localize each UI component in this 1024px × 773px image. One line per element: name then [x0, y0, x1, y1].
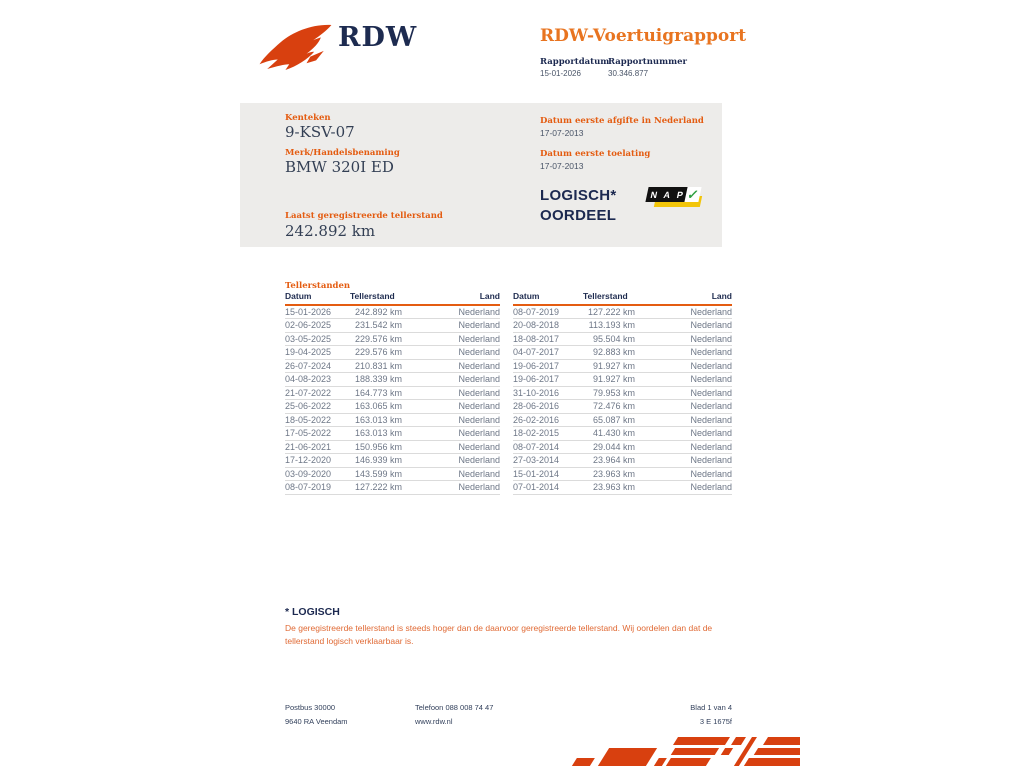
table-row — [513, 481, 732, 495]
cell-tellerstand: 164.773 km — [350, 386, 402, 400]
cell-land: Nederland — [635, 373, 732, 387]
tellerstanden-section-title: Tellerstanden — [285, 281, 351, 291]
merk-label: Merk/Handelsbenaming — [285, 148, 400, 158]
cell-tellerstand: 23.963 km — [583, 481, 635, 495]
table-row — [513, 359, 732, 373]
cell-land: Nederland — [635, 481, 732, 495]
kenteken-value: 9-KSV-07 — [285, 123, 355, 141]
cell-tellerstand: 163.013 km — [350, 413, 402, 427]
rapportdatum-label: Rapportdatum — [540, 57, 610, 67]
tellerstand-label: Laatst geregistreerde tellerstand — [285, 211, 443, 221]
cell-datum: 03-09-2020 — [285, 467, 350, 481]
cell-land: Nederland — [402, 346, 500, 360]
toelating-value: 17-07-2013 — [540, 161, 584, 171]
table-row — [285, 305, 500, 319]
cell-tellerstand: 150.956 km — [350, 440, 402, 454]
cell-tellerstand: 127.222 km — [583, 305, 635, 319]
footer-address-line2: 9640 RA Veendam — [285, 717, 348, 726]
cell-land: Nederland — [635, 427, 732, 441]
table-row — [285, 400, 500, 414]
cell-datum: 08-07-2014 — [513, 440, 583, 454]
header-tellerstand: Tellerstand — [583, 291, 635, 305]
nap-check-icon: ✓ — [686, 186, 701, 202]
cell-datum: 18-05-2022 — [285, 413, 350, 427]
cell-tellerstand: 210.831 km — [350, 359, 402, 373]
cell-datum: 18-02-2015 — [513, 427, 583, 441]
cell-datum: 26-07-2024 — [285, 359, 350, 373]
footer-doc-code: 3 E 1675f — [699, 717, 732, 726]
cell-land: Nederland — [402, 305, 500, 319]
rapportdatum-value: 15-01-2026 — [540, 69, 581, 78]
cell-land: Nederland — [402, 454, 500, 468]
table-row — [513, 305, 732, 319]
table-row — [513, 373, 732, 387]
cell-tellerstand: 91.927 km — [583, 359, 635, 373]
kenteken-label: Kenteken — [285, 113, 331, 123]
table-row — [285, 359, 500, 373]
footer-address-line1: Postbus 30000 — [285, 703, 336, 712]
rapportnummer-value: 30.346.877 — [608, 69, 649, 78]
cell-land: Nederland — [635, 440, 732, 454]
header-land: Land — [402, 291, 500, 305]
toelating-label: Datum eerste toelating — [540, 149, 651, 159]
table-row — [285, 332, 500, 346]
nap-letter-a: A — [658, 187, 675, 202]
right-table — [513, 291, 732, 495]
cell-datum: 21-07-2022 — [285, 386, 350, 400]
cell-land: Nederland — [402, 481, 500, 495]
cell-datum: 27-03-2014 — [513, 454, 583, 468]
table-row — [513, 440, 732, 454]
cell-tellerstand: 188.339 km — [350, 373, 402, 387]
cell-land: Nederland — [635, 413, 732, 427]
tellerstand-value: 242.892 km — [285, 222, 376, 240]
cell-datum: 02-06-2025 — [285, 319, 350, 333]
header-datum: Datum — [285, 291, 350, 305]
cell-datum: 19-06-2017 — [513, 373, 583, 387]
footer-page — [612, 701, 732, 729]
nap-logo — [646, 186, 702, 208]
footnote-text: De geregistreerde tellerstand is steeds hoger dan de daarvoor geregistreerde tellerstand. Wij oordelen dan dat de tellerstand logisch verklaarbaar is. — [285, 623, 713, 646]
cell-datum: 03-05-2025 — [285, 332, 350, 346]
cell-tellerstand: 127.222 km — [350, 481, 402, 495]
cell-land: Nederland — [635, 332, 732, 346]
cell-datum: 15-01-2014 — [513, 467, 583, 481]
cell-tellerstand: 95.504 km — [583, 332, 635, 346]
footer-address — [285, 701, 348, 729]
cell-land: Nederland — [402, 319, 500, 333]
cell-land: Nederland — [402, 400, 500, 414]
cell-tellerstand: 92.883 km — [583, 346, 635, 360]
cell-datum: 08-07-2019 — [513, 305, 583, 319]
table-row — [285, 427, 500, 441]
footer-website: www.rdw.nl — [415, 717, 453, 726]
cell-datum: 18-08-2017 — [513, 332, 583, 346]
footer-contact — [415, 701, 493, 729]
table-row — [285, 346, 500, 360]
cell-datum: 15-01-2026 — [285, 305, 350, 319]
cell-datum: 07-01-2014 — [513, 481, 583, 495]
rdw-wing-logo — [256, 24, 334, 70]
cell-tellerstand: 229.576 km — [350, 332, 402, 346]
cell-land: Nederland — [402, 386, 500, 400]
header-datum: Datum — [513, 291, 583, 305]
cell-land: Nederland — [635, 346, 732, 360]
brand-wordmark: RDW — [338, 22, 418, 53]
cell-land: Nederland — [635, 454, 732, 468]
cell-land: Nederland — [635, 386, 732, 400]
footer-phone: Telefoon 088 008 74 47 — [415, 703, 494, 712]
cell-tellerstand: 23.964 km — [583, 454, 635, 468]
cell-datum: 26-02-2016 — [513, 413, 583, 427]
table-header-row — [285, 291, 500, 305]
table-row — [513, 427, 732, 441]
cell-datum: 04-07-2017 — [513, 346, 583, 360]
decorative-speed-graphic — [560, 737, 800, 768]
cell-datum: 21-06-2021 — [285, 440, 350, 454]
cell-tellerstand: 229.576 km — [350, 346, 402, 360]
table-row — [513, 454, 732, 468]
cell-tellerstand: 146.939 km — [350, 454, 402, 468]
cell-land: Nederland — [402, 427, 500, 441]
cell-tellerstand: 65.087 km — [583, 413, 635, 427]
cell-tellerstand: 113.193 km — [583, 319, 635, 333]
table-row — [285, 386, 500, 400]
cell-tellerstand: 143.599 km — [350, 467, 402, 481]
oordeel-text — [540, 186, 617, 226]
cell-datum: 20-08-2018 — [513, 319, 583, 333]
cell-land: Nederland — [635, 319, 732, 333]
cell-datum: 17-12-2020 — [285, 454, 350, 468]
cell-tellerstand: 242.892 km — [350, 305, 402, 319]
footnote-title: * LOGISCH — [285, 606, 340, 618]
table-row — [285, 413, 500, 427]
cell-tellerstand: 91.927 km — [583, 373, 635, 387]
table-row — [285, 440, 500, 454]
cell-land: Nederland — [635, 305, 732, 319]
table-row — [513, 386, 732, 400]
cell-datum: 17-05-2022 — [285, 427, 350, 441]
table-row — [513, 332, 732, 346]
merk-value: BMW 320I ED — [285, 158, 394, 176]
cell-datum: 28-06-2016 — [513, 400, 583, 414]
nap-letter-n: N — [645, 187, 662, 202]
oordeel-line2: OORDEEL — [540, 207, 617, 224]
cell-datum: 04-08-2023 — [285, 373, 350, 387]
cell-tellerstand: 23.963 km — [583, 467, 635, 481]
table-row — [513, 319, 732, 333]
cell-land: Nederland — [402, 467, 500, 481]
cell-tellerstand: 231.542 km — [350, 319, 402, 333]
table-row — [285, 467, 500, 481]
cell-datum: 19-06-2017 — [513, 359, 583, 373]
afgifte-label: Datum eerste afgifte in Nederland — [540, 116, 704, 126]
cell-datum: 25-06-2022 — [285, 400, 350, 414]
header-tellerstand: Tellerstand — [350, 291, 402, 305]
cell-datum: 08-07-2019 — [285, 481, 350, 495]
cell-land: Nederland — [402, 440, 500, 454]
cell-tellerstand: 163.065 km — [350, 400, 402, 414]
cell-land: Nederland — [402, 359, 500, 373]
header-land: Land — [635, 291, 732, 305]
table-row — [285, 373, 500, 387]
afgifte-value: 17-07-2013 — [540, 128, 584, 138]
cell-datum: 19-04-2025 — [285, 346, 350, 360]
table-row — [285, 454, 500, 468]
rapportnummer-label: Rapportnummer — [608, 57, 687, 67]
table-row — [285, 481, 500, 495]
page-title: RDW-Voertuigrapport — [540, 26, 747, 46]
table-row — [285, 319, 500, 333]
cell-datum: 31-10-2016 — [513, 386, 583, 400]
cell-land: Nederland — [635, 359, 732, 373]
cell-tellerstand: 163.013 km — [350, 427, 402, 441]
cell-land: Nederland — [402, 332, 500, 346]
cell-tellerstand: 29.044 km — [583, 440, 635, 454]
cell-land: Nederland — [635, 400, 732, 414]
table-row — [513, 413, 732, 427]
table-row — [513, 400, 732, 414]
cell-land: Nederland — [402, 373, 500, 387]
cell-land: Nederland — [402, 413, 500, 427]
table-row — [513, 346, 732, 360]
table-row — [513, 467, 732, 481]
table-header-row — [513, 291, 732, 305]
cell-tellerstand: 79.953 km — [583, 386, 635, 400]
cell-tellerstand: 41.430 km — [583, 427, 635, 441]
left-table — [285, 291, 500, 495]
cell-land: Nederland — [635, 467, 732, 481]
cell-tellerstand: 72.476 km — [583, 400, 635, 414]
oordeel-line1: LOGISCH* — [540, 187, 617, 204]
nap-letter-p: P — [671, 187, 688, 202]
footer-page-info: Blad 1 van 4 — [690, 703, 732, 712]
